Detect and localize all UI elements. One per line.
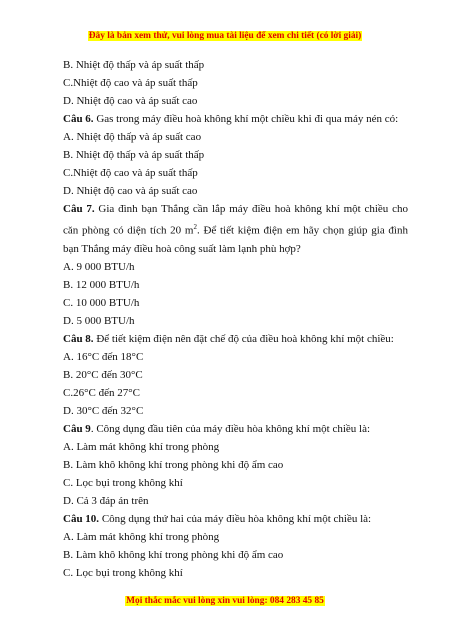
question-7-text-a: Gia đình bạn Thắng cần lắp máy điều hoà không khí một chiều cho căn phòng có diện tích 20 m xyxy=(63,203,408,237)
question-9 xyxy=(63,420,408,438)
question-7-number: Câu 7. xyxy=(63,203,95,215)
question-6-text: Gas trong máy điều hoà không khí một chiều khi đi qua máy nén có: xyxy=(93,113,399,125)
option-q8-c: C.26°C đến 27°C xyxy=(63,386,140,399)
question-list xyxy=(63,56,408,582)
option-q9-c: C. Lọc bụi trong không khí xyxy=(63,476,183,489)
question-7-superscript: 2 xyxy=(193,223,197,231)
preview-notice-banner xyxy=(0,25,450,43)
option-q5-d: D. Nhiệt độ cao và áp suất cao xyxy=(63,95,198,107)
option-q9-d: D. Cả 3 đáp án trên xyxy=(63,494,149,507)
preview-notice-text: Đây là bản xem thử, vui lòng mua tài liệu để xem chi tiết (có lời giải) xyxy=(88,31,362,41)
option-q6-c: C.Nhiệt độ cao và áp suất thấp xyxy=(63,167,198,179)
option-q9-a: A. Làm mát không khí trong phòng xyxy=(63,440,220,453)
question-6-number: Câu 6. xyxy=(63,113,94,125)
question-10-number: Câu 10. xyxy=(63,512,100,525)
question-10 xyxy=(63,510,408,528)
option-q6-d: D. Nhiệt độ cao và áp suất cao xyxy=(63,185,198,197)
option-q5-c: C.Nhiệt độ cao và áp suất thấp xyxy=(63,77,198,89)
question-6 xyxy=(63,110,408,128)
option-q8-d: D. 30°C đến 32°C xyxy=(63,404,144,417)
question-9-text: . Công dụng đầu tiên của máy điều hòa không khí một chiều là: xyxy=(90,422,371,435)
question-10-text: Công dụng thứ hai của máy điều hòa không khí một chiều là: xyxy=(99,512,372,525)
question-9-number: Câu 9 xyxy=(63,422,91,435)
option-q8-a: A. 16°C đến 18°C xyxy=(63,350,144,363)
option-q6-b: B. Nhiệt độ thấp và áp suất thấp xyxy=(63,149,205,161)
contact-notice-banner xyxy=(0,590,450,608)
question-8 xyxy=(63,330,408,348)
question-8-number: Câu 8. xyxy=(63,332,94,345)
contact-notice-text: Mọi thắc mắc vui lòng xin vui lòng: 084 283 45 85 xyxy=(126,596,324,606)
question-7 xyxy=(63,200,408,258)
option-q9-b: B. Làm khô không khí trong phòng khi độ ẩm cao xyxy=(63,458,284,471)
option-q6-a: A. Nhiệt độ thấp và áp suất cao xyxy=(63,131,202,143)
question-7-text-b: . Để tiết kiệm điện em hãy chọn giúp gia đình bạn Thắng máy điều hoà công suất làm lạnh phù hợp? xyxy=(63,224,408,255)
question-8-text: Để tiết kiệm điện nên đặt chế độ của điều hoà không khí một chiều: xyxy=(93,332,394,345)
option-q10-a: A. Làm mát không khí trong phòng xyxy=(63,530,220,543)
option-q7-d: D. 5 000 BTU/h xyxy=(63,314,135,327)
option-q8-b: B. 20°C đến 30°C xyxy=(63,368,143,381)
option-q10-b: B. Làm khô không khí trong phòng khi độ ẩm cao xyxy=(63,548,284,561)
option-q7-b: B. 12 000 BTU/h xyxy=(63,278,140,291)
option-q10-c: C. Lọc bụi trong không khí xyxy=(63,566,183,579)
option-q7-a: A. 9 000 BTU/h xyxy=(63,260,135,273)
option-q5-b: B. Nhiệt độ thấp và áp suất thấp xyxy=(63,59,205,71)
option-q7-c: C. 10 000 BTU/h xyxy=(63,296,140,309)
